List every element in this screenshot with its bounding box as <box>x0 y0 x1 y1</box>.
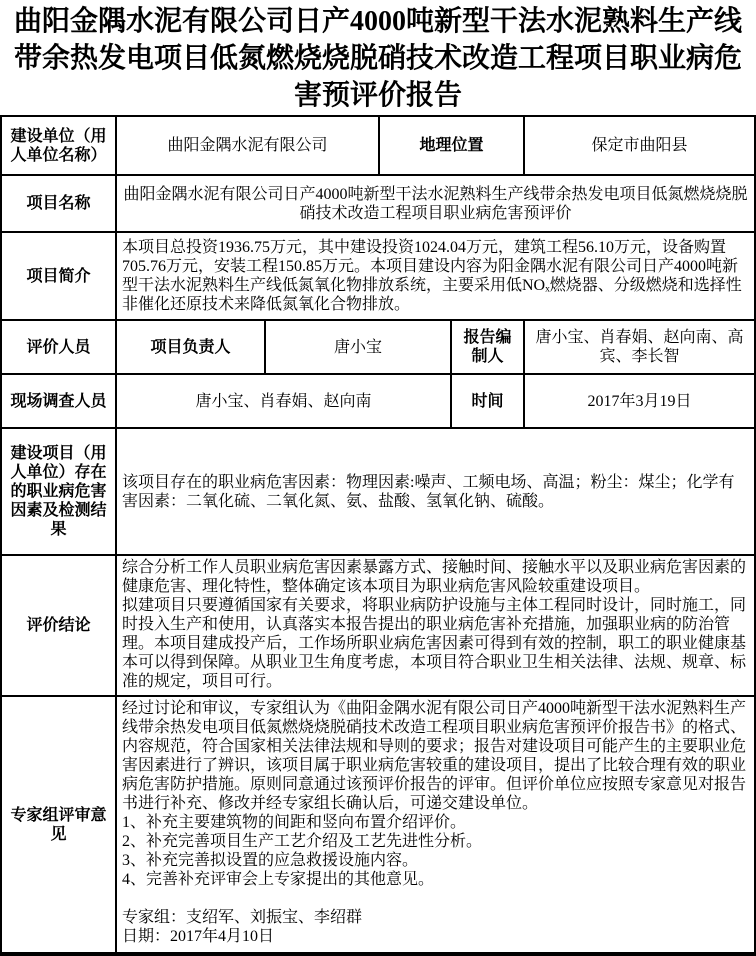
report-title: 曲阳金隅水泥有限公司日产4000吨新型干法水泥熟料生产线带余热发电项目低氮燃烧烧脱硝技术改造工程项目职业病危害预评价报告 <box>13 6 742 111</box>
hazard-factors-label: 建设项目（用人单位）存在的职业病危害因素及检测结果 <box>10 445 107 538</box>
conclusion-paragraph: 综合分析工作人员职业病危害因素暴露方式、接触时间、接触水平以及职业病危害因素的健康危害、理化特性，整体确定该本项目为职业病危害风险较重建设项目。 <box>122 559 747 595</box>
project-leader-value: 唐小宝 <box>264 321 450 373</box>
survey-time-label: 时间 <box>450 375 523 427</box>
expert-review-date: 日期：2017年4月10日 <box>122 928 275 945</box>
site-survey-value: 唐小宝、肖春娟、赵向南 <box>115 375 450 427</box>
expert-review-value <box>115 697 754 952</box>
expert-review-item: 4、完善补充评审会上专家提出的其他意见。 <box>122 871 435 888</box>
geographic-location-label: 地理位置 <box>378 117 523 174</box>
report-compilers-value: 唐小宝、肖春娟、赵向南、高宾、李长智 <box>523 321 754 373</box>
expert-review-label: 专家组评审意见 <box>10 806 107 843</box>
expert-group-members: 专家组：支绍军、刘振宝、李绍群 <box>122 909 363 926</box>
row-evaluators <box>2 319 754 373</box>
expert-review-item: 2、补充完善项目生产工艺介绍及工艺先进性分析。 <box>122 833 483 850</box>
project-intro-value: 本项目总投资1936.75万元，其中建设投资1024.04万元，建筑工程56.10万元，设备购置705.76万元，安装工程150.85万元。本项目建设内容为阳金隅水泥有限公司日产4000吨新型干法水泥熟料生产线低氮氧化物排放系统，主要采用低NOₓ燃烧器、分级燃烧和选择性非催化还原技术来降低氮氧化合物排放。 <box>115 233 754 319</box>
project-name-label: 项目名称 <box>26 195 91 212</box>
expert-review-item: 3、补充完善拟设置的应急救援设施内容。 <box>122 852 419 869</box>
site-survey-label: 现场调查人员 <box>10 392 107 410</box>
expert-review-paragraph: 经过讨论和审议，专家组认为《曲阳金隅水泥有限公司日产4000吨新型干法水泥熟料生产线带余热发电项目低氮燃烧烧脱硝技术改造工程项目职业病危害预评价报告书》的格式、内容规范，符合国家相关法律法规和导则的要求；报告对建设项目可能产生的主要职业危害因素进行了辨识，该项目属于职业病危害较重的建设项目，提出了比较合理有效的职业病危害防护措施。原则同意通过该预评价报告的评审。但评价单位应按照专家意见对报告书进行补充、修改并经专家组长确认后，可递交建设单位。 <box>122 700 747 812</box>
construction-unit-value: 曲阳金隅水泥有限公司 <box>115 117 378 174</box>
survey-time-value: 2017年3月19日 <box>523 375 754 427</box>
report-compilers-label: 报告编制人 <box>450 321 523 373</box>
evaluation-conclusion-label: 评价结论 <box>26 617 91 634</box>
row-expert-review <box>2 695 754 952</box>
evaluation-conclusion-value <box>115 556 754 695</box>
row-project-intro <box>2 231 754 319</box>
project-name-value: 曲阳金隅水泥有限公司日产4000吨新型干法水泥熟料生产线带余热发电项目低氮燃烧烧脱硝技术改造工程项目职业病危害预评价 <box>115 176 754 231</box>
report-table <box>0 115 756 956</box>
project-intro-label: 项目简介 <box>26 267 91 285</box>
conclusion-paragraph: 拟建项目只要遵循国家有关要求，将职业病防护设施与主体工程同时设计，同时施工，同时投入生产和使用，认真落实本报告提出的职业病危害补充措施，加强职业病的防治管理。本项目建成投产后，工作场所职业病危害因素可得到有效的控制，职工的职业健康基本可以得到保障。从职业卫生角度考虑，本项目符合职业卫生相关法律、法规、规章、标准的规定，项目可行。 <box>122 597 747 690</box>
geographic-location-value: 保定市曲阳县 <box>523 117 754 174</box>
expert-review-item: 1、补充主要建筑物的间距和竖向布置介绍评价。 <box>122 814 467 831</box>
project-leader-label: 项目负责人 <box>115 321 264 373</box>
hazard-factors-value: 该项目存在的职业病危害因素：物理因素:噪声、工频电场、高温；粉尘：煤尘；化学有害因素：二氧化硫、二氧化氮、氨、盐酸、氢氧化钠、硫酸。 <box>115 429 754 554</box>
construction-unit-label: 建设单位（用人单位名称） <box>10 127 107 164</box>
row-hazard-factors <box>2 427 754 554</box>
row-project-name <box>2 174 754 231</box>
evaluators-label: 评价人员 <box>26 338 91 356</box>
expert-review-spacer <box>122 889 749 908</box>
row-site-survey <box>2 373 754 427</box>
row-evaluation-conclusion <box>2 554 754 695</box>
row-construction-unit <box>2 117 754 174</box>
